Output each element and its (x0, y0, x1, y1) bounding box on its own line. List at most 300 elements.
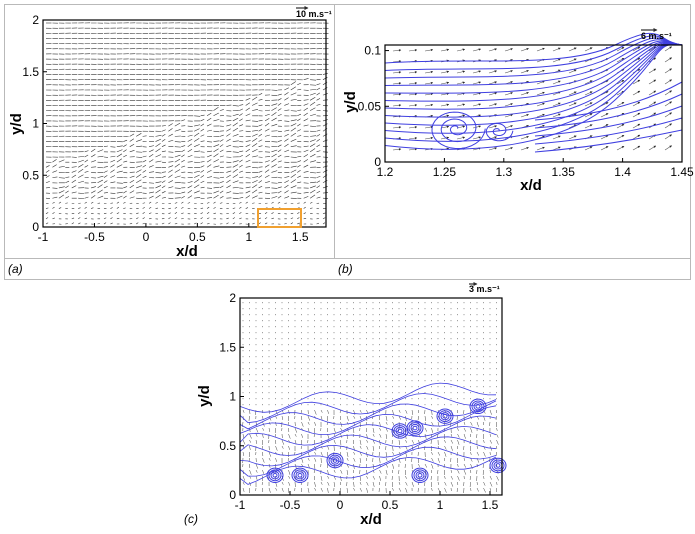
velocity-vector (310, 186, 316, 188)
velocity-vector (265, 129, 269, 131)
velocity-vector (490, 410, 492, 415)
velocity-vector (665, 69, 672, 73)
velocity-vector (104, 186, 108, 188)
velocity-vector (246, 208, 248, 209)
velocity-vector (310, 126, 316, 127)
velocity-vector (347, 470, 348, 475)
velocity-vector (271, 112, 276, 115)
velocity-vector (321, 476, 322, 481)
velocity-vector (136, 140, 142, 142)
velocity-vector (156, 143, 161, 146)
velocity-vector (59, 208, 61, 209)
velocity-vector (213, 149, 218, 152)
velocity-vector (246, 108, 250, 111)
velocity-vector (297, 170, 300, 172)
velocity-vector (284, 176, 289, 177)
velocity-vector (451, 482, 453, 487)
velocity-vector (521, 92, 529, 95)
velocity-vector (315, 452, 316, 455)
velocity-vector (239, 165, 242, 167)
velocity-vector (263, 434, 264, 438)
velocity-vector (246, 98, 251, 100)
velocity-vector (156, 161, 162, 162)
velocity-vector (175, 123, 180, 126)
velocity-vector (265, 170, 269, 173)
velocity-vector (252, 185, 257, 188)
velocity-vector (360, 440, 361, 445)
velocity-vector (239, 160, 242, 162)
velocity-vector (425, 138, 433, 139)
velocity-vector (207, 197, 212, 198)
velocity-vector (406, 488, 408, 493)
panel-b-plot (342, 30, 694, 194)
velocity-vector (91, 187, 96, 188)
velocity-vector (412, 440, 414, 444)
velocity-vector (259, 99, 263, 100)
velocity-vector (239, 212, 241, 213)
velocity-vector (149, 202, 151, 203)
velocity-vector (59, 160, 64, 162)
velocity-vector (123, 155, 127, 157)
velocity-vector (130, 223, 132, 224)
velocity-vector (347, 416, 348, 421)
x-tick-label: -1 (234, 498, 246, 512)
velocity-vector (226, 192, 231, 194)
velocity-vector (308, 488, 309, 493)
velocity-vector (259, 120, 263, 121)
velocity-vector (263, 428, 264, 431)
velocity-vector (284, 139, 288, 142)
velocity-vector (438, 482, 439, 485)
velocity-vector (213, 207, 215, 208)
velocity-vector (194, 218, 196, 219)
velocity-vector (220, 109, 224, 110)
velocity-vector (156, 185, 161, 187)
velocity-vector (226, 129, 230, 131)
velocity-vector (297, 83, 301, 85)
velocity-vector (213, 195, 218, 198)
velocity-vector (471, 428, 473, 433)
velocity-vector (284, 130, 289, 131)
velocity-vector (110, 212, 112, 213)
velocity-vector (291, 128, 296, 131)
velocity-vector (78, 175, 83, 178)
velocity-vector (46, 223, 48, 224)
velocity-vector (304, 100, 309, 101)
velocity-vector (194, 162, 200, 163)
velocity-vector (334, 482, 335, 487)
velocity-vector (259, 186, 263, 188)
velocity-vector (175, 218, 177, 219)
velocity-vector (315, 410, 317, 415)
velocity-vector (291, 157, 297, 158)
velocity-vector (282, 482, 283, 485)
vortex (413, 426, 417, 430)
velocity-vector (315, 458, 316, 462)
velocity-vector (537, 147, 544, 150)
velocity-vector (250, 440, 251, 443)
velocity-vector (259, 146, 263, 147)
velocity-vector (104, 166, 108, 167)
velocity-vector (239, 119, 242, 121)
velocity-vector (537, 103, 544, 106)
velocity-vector (451, 476, 453, 480)
velocity-vector (246, 103, 250, 106)
velocity-vector (271, 171, 277, 173)
velocity-vector (289, 434, 291, 439)
velocity-vector (143, 182, 147, 183)
velocity-vector (665, 102, 672, 106)
velocity-vector (265, 160, 270, 162)
velocity-vector (490, 476, 492, 480)
velocity-vector (226, 139, 230, 142)
velocity-vector (78, 193, 84, 194)
velocity-vector (297, 119, 300, 121)
velocity-vector (207, 130, 212, 131)
velocity-vector (276, 422, 277, 426)
velocity-vector (310, 80, 316, 81)
velocity-vector (471, 422, 473, 426)
velocity-vector (310, 114, 316, 116)
velocity-vector (259, 181, 262, 183)
velocity-vector (297, 124, 300, 126)
velocity-vector (78, 208, 80, 209)
velocity-vector (521, 147, 529, 150)
velocity-vector (233, 128, 238, 131)
velocity-vector (432, 428, 433, 433)
velocity-vector (123, 196, 126, 198)
velocity-vector (220, 140, 223, 142)
x-tick-label: 1.4 (614, 165, 631, 179)
velocity-vector (393, 416, 394, 419)
velocity-vector (291, 192, 297, 193)
velocity-vector (149, 150, 154, 152)
velocity-vector (334, 428, 335, 433)
velocity-vector (252, 143, 257, 146)
velocity-vector (409, 72, 417, 73)
velocity-vector (360, 446, 361, 449)
panel-b-streamlines (385, 33, 682, 152)
streamline (240, 383, 496, 412)
velocity-vector (297, 161, 301, 163)
velocity-vector (259, 129, 262, 131)
velocity-vector (323, 77, 327, 79)
velocity-vector (308, 416, 310, 421)
velocity-vector (181, 192, 185, 193)
velocity-vector (278, 150, 281, 152)
velocity-vector (98, 190, 103, 193)
velocity-vector (271, 164, 276, 167)
velocity-vector (59, 178, 65, 179)
velocity-vector (297, 114, 301, 116)
velocity-vector (441, 49, 449, 51)
velocity-vector (271, 202, 273, 203)
velocity-vector (213, 213, 215, 214)
velocity-vector (256, 470, 257, 473)
velocity-vector (282, 416, 283, 420)
velocity-vector (207, 223, 209, 224)
velocity-vector (425, 428, 427, 432)
velocity-vector (239, 109, 243, 111)
velocity-vector (450, 458, 451, 462)
velocity-vector (59, 166, 65, 167)
velocity-vector (85, 207, 87, 208)
velocity-vector (130, 139, 134, 142)
velocity-vector (425, 83, 433, 84)
velocity-vector (194, 223, 196, 224)
velocity-vector (271, 154, 276, 157)
velocity-vector (168, 166, 173, 168)
velocity-vector (265, 217, 267, 218)
y-tick-label: 1.5 (22, 64, 39, 79)
velocity-vector (213, 119, 219, 121)
y-tick-label: 2 (32, 13, 39, 27)
velocity-vector (181, 207, 183, 208)
y-tick-label: 1 (32, 116, 39, 131)
velocity-vector (72, 171, 77, 173)
velocity-vector (52, 212, 54, 213)
velocity-vector (418, 488, 419, 492)
velocity-vector (246, 141, 251, 142)
velocity-vector (130, 185, 134, 188)
velocity-vector (553, 48, 560, 51)
velocity-vector (310, 148, 315, 151)
velocity-vector (239, 197, 243, 198)
velocity-vector (207, 151, 212, 152)
velocity-vector (226, 175, 230, 177)
velocity-vector (490, 488, 491, 491)
velocity-vector (162, 186, 165, 188)
velocity-vector (315, 446, 316, 451)
velocity-vector (489, 93, 497, 95)
velocity-vector (65, 203, 67, 204)
velocity-vector (665, 58, 672, 62)
velocity-vector (168, 140, 173, 141)
velocity-vector (136, 193, 142, 194)
velocity-vector (537, 48, 544, 51)
velocity-vector (432, 488, 433, 491)
velocity-vector (360, 410, 361, 413)
vortex (273, 474, 277, 478)
velocity-vector (220, 181, 224, 182)
velocity-vector (243, 410, 244, 413)
velocity-vector (123, 208, 125, 209)
velocity-vector (317, 197, 321, 198)
velocity-vector (284, 110, 289, 111)
velocity-vector (393, 105, 401, 106)
y-tick-label: 0.5 (22, 168, 39, 183)
velocity-vector (110, 165, 114, 168)
velocity-vector (85, 202, 87, 203)
panel-b-ylabel: y/d (342, 91, 359, 113)
velocity-vector (213, 159, 218, 162)
velocity-vector (437, 470, 438, 474)
x-tick-label: 1.3 (495, 165, 513, 179)
velocity-vector (194, 151, 200, 152)
velocity-vector (393, 452, 394, 455)
velocity-vector (52, 218, 54, 219)
velocity-vector (175, 129, 181, 131)
velocity-vector (156, 135, 162, 136)
velocity-vector (233, 217, 235, 218)
velocity-vector (46, 213, 48, 214)
velocity-vector (317, 186, 320, 188)
velocity-vector (484, 488, 486, 493)
velocity-vector (265, 114, 270, 116)
velocity-vector (65, 197, 69, 199)
velocity-vector (156, 154, 161, 157)
velocity-vector (304, 159, 308, 162)
velocity-vector (246, 202, 248, 203)
velocity-vector (477, 446, 478, 449)
velocity-vector (52, 202, 54, 203)
velocity-vector (304, 104, 309, 106)
streamline (385, 43, 682, 109)
velocity-vector (291, 87, 296, 90)
velocity-vector (117, 213, 119, 214)
velocity-vector (276, 416, 277, 419)
velocity-vector (143, 170, 146, 172)
velocity-vector (156, 172, 162, 173)
velocity-vector (393, 422, 395, 426)
velocity-vector (323, 218, 325, 219)
velocity-vector (380, 434, 382, 438)
velocity-vector (341, 428, 342, 431)
velocity-vector (291, 111, 297, 112)
velocity-vector (246, 191, 251, 193)
velocity-vector (271, 196, 277, 198)
velocity-vector (458, 476, 460, 481)
velocity-vector (162, 125, 166, 126)
velocity-vector (297, 217, 299, 218)
velocity-vector (278, 187, 282, 188)
velocity-vector (406, 440, 407, 443)
velocity-vector (284, 144, 288, 147)
velocity-vector (85, 212, 87, 213)
velocity-vector (220, 156, 224, 157)
velocity-vector (130, 150, 135, 152)
velocity-vector (367, 470, 368, 475)
velocity-vector (207, 113, 211, 116)
velocity-vector (473, 49, 481, 51)
panel-a-caption: (a) (8, 262, 23, 276)
velocity-vector (317, 139, 320, 141)
velocity-vector (323, 223, 325, 224)
velocity-vector (65, 186, 68, 188)
velocity-vector (239, 171, 243, 172)
velocity-vector (297, 176, 301, 178)
velocity-vector (276, 446, 278, 451)
velocity-vector (464, 470, 466, 475)
velocity-vector (569, 103, 576, 106)
x-tick-label: 1.35 (551, 165, 575, 179)
velocity-vector (52, 159, 56, 162)
velocity-vector (188, 162, 193, 163)
velocity-vector (484, 440, 485, 443)
velocity-vector (117, 154, 122, 157)
velocity-vector (130, 180, 134, 183)
velocity-vector (188, 186, 192, 188)
velocity-vector (246, 160, 251, 162)
velocity-vector (310, 172, 316, 173)
velocity-vector (464, 434, 466, 439)
velocity-vector (289, 446, 290, 450)
velocity-vector (98, 167, 104, 168)
velocity-vector (489, 148, 497, 150)
velocity-vector (246, 120, 251, 121)
velocity-vector (328, 476, 329, 479)
velocity-vector (143, 218, 145, 219)
panel-a-plot (8, 8, 332, 260)
velocity-vector (304, 119, 308, 121)
velocity-vector (52, 165, 56, 168)
velocity-vector (130, 134, 134, 136)
velocity-vector (265, 135, 270, 136)
velocity-vector (310, 97, 315, 100)
velocity-vector (143, 203, 145, 204)
velocity-vector (304, 196, 309, 198)
velocity-vector (291, 120, 297, 121)
velocity-vector (233, 152, 239, 153)
velocity-vector (297, 130, 301, 132)
velocity-vector (354, 458, 356, 462)
velocity-vector (445, 440, 446, 443)
velocity-vector (317, 93, 320, 95)
panel-b-caption: (b) (338, 262, 353, 276)
velocity-vector (130, 191, 134, 193)
x-tick-label: -0.5 (279, 498, 301, 512)
velocity-vector (477, 488, 479, 492)
velocity-vector (201, 119, 205, 121)
velocity-vector (304, 108, 308, 111)
velocity-vector (117, 146, 123, 147)
velocity-vector (505, 148, 513, 150)
velocity-vector (243, 476, 245, 481)
velocity-vector (143, 160, 147, 162)
velocity-vector (226, 223, 228, 224)
panel-b-scale-label: 6 m.s⁻¹ (641, 31, 672, 41)
velocity-vector (110, 176, 115, 178)
velocity-vector (239, 202, 241, 203)
velocity-vector (98, 176, 104, 177)
velocity-vector (601, 113, 608, 117)
velocity-vector (445, 452, 447, 457)
velocity-vector (304, 218, 306, 219)
velocity-vector (143, 223, 145, 224)
velocity-vector (233, 175, 238, 178)
velocity-vector (220, 196, 224, 198)
velocity-vector (85, 160, 88, 162)
velocity-vector (505, 93, 513, 95)
velocity-vector (246, 166, 251, 167)
velocity-vector (386, 422, 387, 425)
velocity-vector (65, 177, 69, 178)
velocity-vector (252, 134, 258, 136)
velocity-vector (78, 212, 80, 213)
velocity-vector (259, 192, 263, 193)
velocity-vector (393, 410, 394, 415)
velocity-vector (201, 223, 203, 224)
velocity-vector (162, 191, 166, 193)
velocity-vector (233, 208, 235, 209)
velocity-vector (46, 208, 48, 209)
velocity-vector (259, 167, 263, 168)
velocity-vector (553, 136, 560, 139)
velocity-vector (168, 170, 172, 173)
velocity-vector (291, 170, 296, 173)
velocity-vector (149, 207, 151, 208)
velocity-vector (304, 113, 308, 116)
